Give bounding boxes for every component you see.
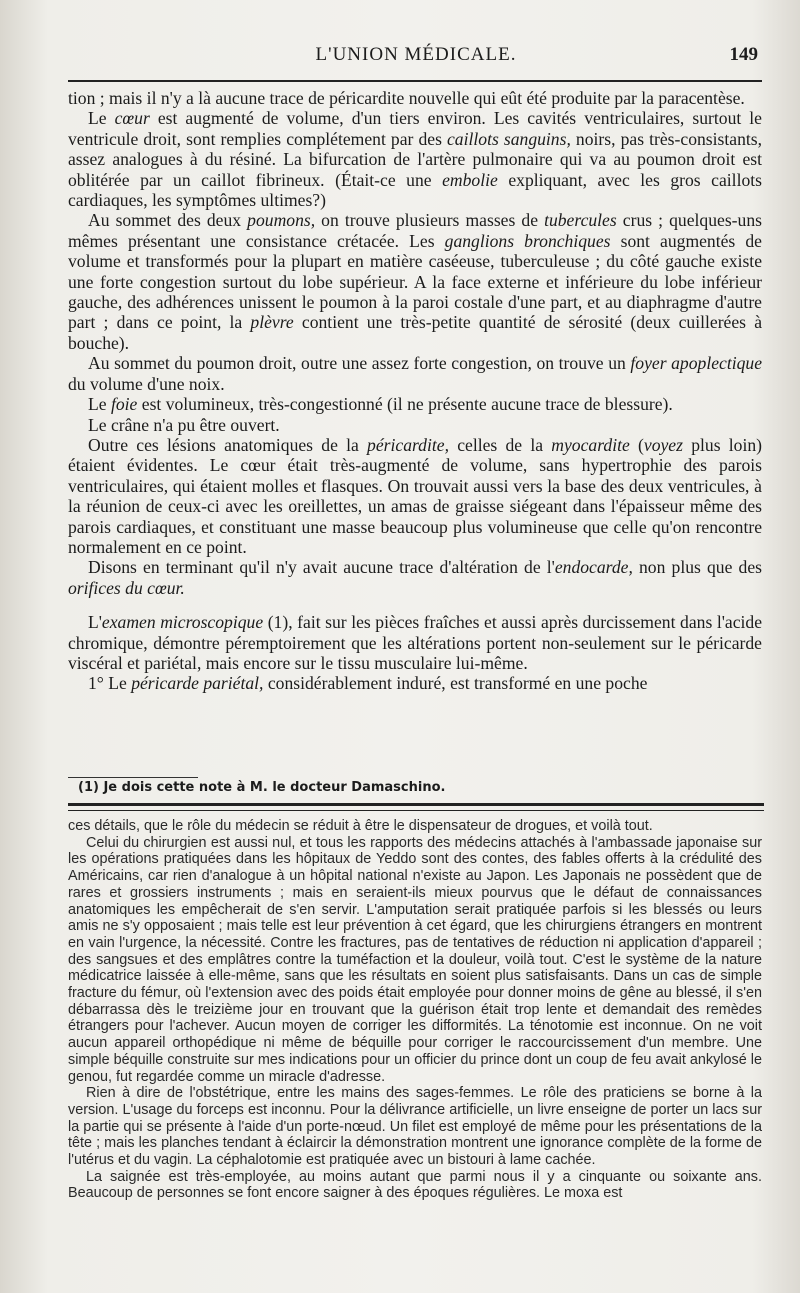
paragraph: L'examen microscopique (1), fait sur les pièces fraîches et aussi après durcissement dans l'acide chromique, démontre péremptoirement que les altérations portent non-seulement sur le péricarde viscéral et pariétal, mais encore sur le tissu musculaire lui-même. <box>68 612 763 673</box>
paragraph: 1° Le péricarde pariétal, considérablement induré, est transformé en une poche <box>88 673 648 694</box>
paragraph: Le foie est volumineux, très-congestionné (il ne présente aucune trace de blessure). <box>88 394 673 415</box>
paragraph: Disons en terminant qu'il n'y avait aucune trace d'altération de l'endocarde, non plus que des orifices du cœur. <box>68 557 762 598</box>
running-title: L'UNION MÉDICALE. <box>315 44 517 65</box>
page-number: 149 <box>729 44 758 65</box>
paragraph: Au sommet du poumon droit, outre une assez forte congestion, on trouve un foyer apoplectique du volume d'une noix. <box>68 353 762 394</box>
paragraph: Outre ces lésions anatomiques de la péricardite, celles de la myocardite (voyez plus loin) étaient évidentes. Le cœur était très-augmenté de volume, sans hypertrophie des parois ventriculaires, qui étaient molles et flasques. On trouvait aussi vers la base des deux ventricules, à la réunion de ceux-ci avec les oreillettes, un amas de graisse siégeant dans l'épaisseur même des parois cardiaques, et constituant une masse beaucoup plus volumineuse que celle qu'on rencontre normalement en ce point. <box>68 434 763 557</box>
feuilleton-separator <box>68 803 764 811</box>
paragraph: ces détails, que le rôle du médecin se réduit à être le dispensateur de drogues, et voilà tout. <box>68 818 653 834</box>
feuilleton-body <box>68 818 762 1202</box>
paragraph: Au sommet des deux poumons, on trouve plusieurs masses de tubercules crus ; quelques-uns mêmes présentant une consistance crétacée. Les ganglions bronchiques sont augmentés de volume et transformés pour la plupart en matière caséeuse, tuberculeuse ; du côté gauche existe une forte congestion surtout du lobe supérieur. A la face externe et inférieure du lobe inférieur gauche, des adhérences unissent le poumon à la paroi costale d'une part, et au diaphragme d'autre part ; dans ce point, la plèvre contient une très-petite quantité de sérosité (deux cuillerées à bouche). <box>68 210 763 353</box>
paragraph: Le crâne n'a pu être ouvert. <box>88 414 280 435</box>
paragraph: La saignée est très-employée, au moins autant que parmi nous il y a cinquante ou soixante ans. Beaucoup de personnes se font encore saigner à des époques régulières. Le moxa est <box>68 1168 762 1202</box>
header-rule <box>68 80 762 82</box>
article-body <box>68 88 762 694</box>
footnote: (1) Je dois cette note à M. le docteur Damaschino. <box>78 780 446 795</box>
paragraph: Rien à dire de l'obstétrique, entre les mains des sages-femmes. Le rôle des praticiens se borne à la version. L'usage du forceps est inconnu. Pour la délivrance artificielle, un livre enseigne de porter un lacs sur la partie qui se présente à l'aide d'un porte-nœud. Un filet est employé de même pour les présentations de la tête ; mais les planches tendant à éclaircir la démonstration montrent une ignorance complète de la forme de l'utérus et du vagin. La céphalotomie est pratiquée avec un bistouri à lame cachée. <box>68 1085 762 1169</box>
paragraph: tion ; mais il n'y a là aucune trace de péricardite nouvelle qui eût été produite par la paracentèse. <box>68 88 745 108</box>
paragraph: Le cœur est augmenté de volume, d'un tiers environ. Les cavités ventriculaires, surtout le ventricule droit, sont remplies complétement par des caillots sanguins, noirs, pas très-consistants, assez analogues à du résiné. La bifurcation de l'artère pulmonaire qui va au poumon droit est oblitérée par un caillot fibrineux. (Était-ce une embolie expliquant, avec les gros caillots cardiaques, les symptômes ultimes?) <box>68 108 763 211</box>
paragraph: Celui du chirurgien est aussi nul, et tous les rapports des médecins attachés à l'ambassade japonaise sur les opérations pratiquées dans les hôpitaux de Yeddo sont des contes, des fables offerts à la crédulité des Américains, car rien d'analogue à un hôpital national n'existe au Japon. Les Japonais ne possèdent que de rares et grossiers instruments ; mais en seraient-ils mieux pourvus que le défaut de connaissances anatomiques les empêcherait de s'en servir. L'amputation serait pratiquée parfois si les blessés ou leurs amis ne s'y opposaient ; mais telle est leur prévention à cet égard, que les chirurgiens étrangers en montrent en vain l'urgence, la nécessité. Contre les fractures, pas de tentatives de réduction ni application d'appareil ; des sangsues et des emplâtres contre la tuméfaction et la douleur, voilà tout. C'est le système de la nature médicatrice laissée à elle-même, sans que les résultats en soient plus satisfaisants. Dans un cas de simple fracture du fémur, où l'extension avec des poids était employée pour donner moins de gêne au blessé, il s'en débarrassa dès le treizième jour en trouvant que la guérison était trop lente et demandait des remèdes étrangers pour l'achever. Aucun moyen de corriger les difformités. La ténotomie est inconnue. On ne voit aucun appareil orthopédique ni même de béquille pour corriger le raccourcissement d'un membre. Une simple béquille construite sur mes indications pour un officier du prince dont un coup de feu avait ankylosé le genou, fut regardée comme un miracle d'adresse. <box>68 834 762 1085</box>
page-header <box>68 42 764 76</box>
footnote-rule <box>68 777 198 778</box>
